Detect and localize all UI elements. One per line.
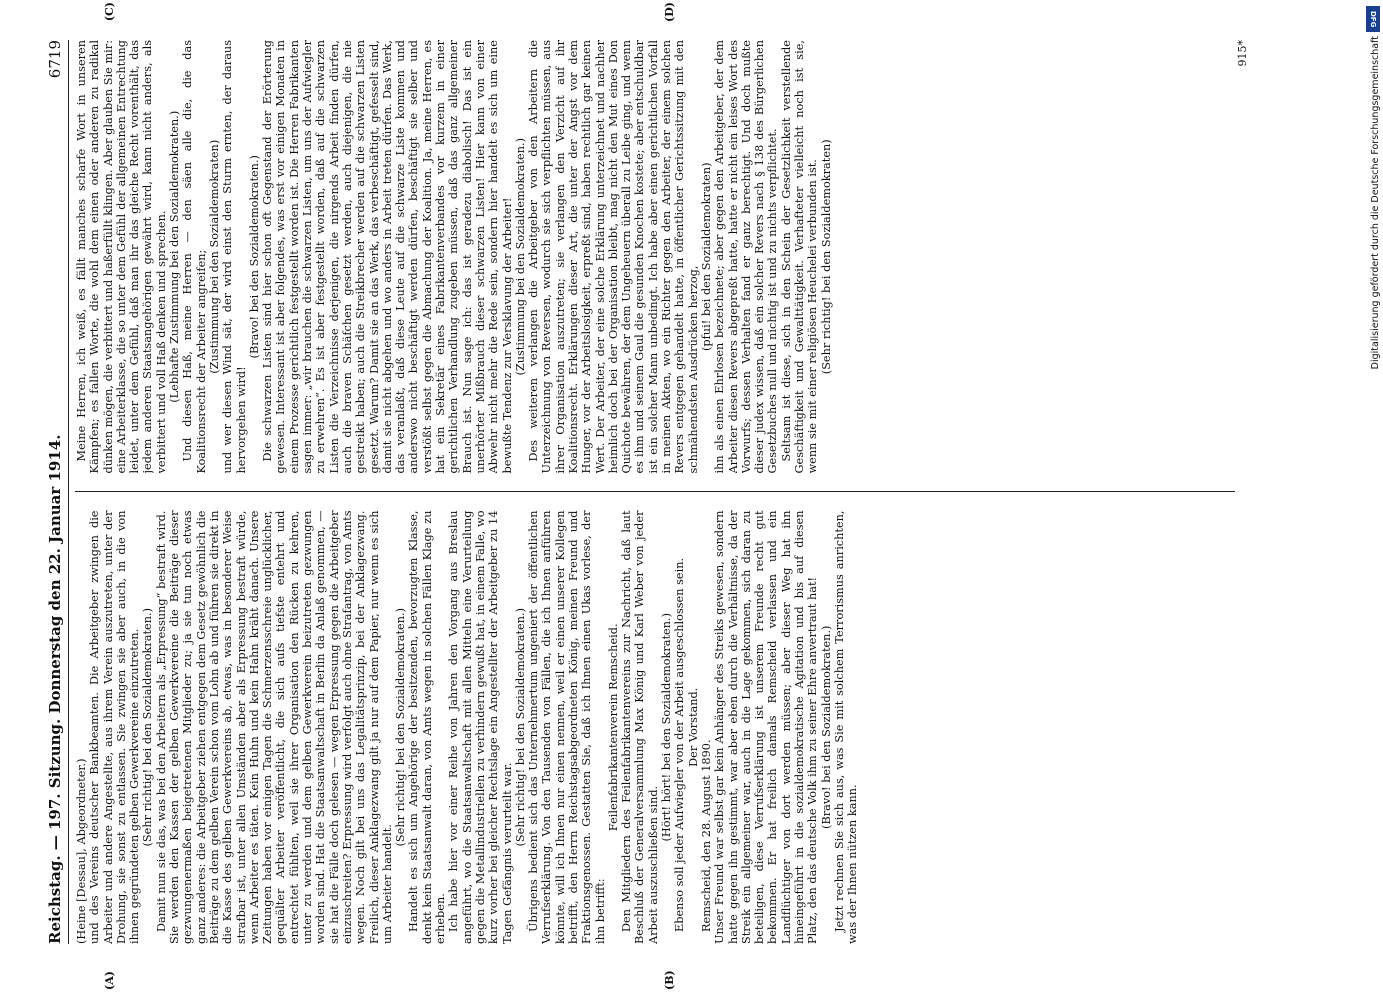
page-title: Reichstag. — 197. Sitzung. Donnerstag den 22. Januar 1914. bbox=[46, 434, 64, 944]
paragraph: Meine Herren, ich weiß, es fällt manches scharfe Wort in unseren Kämpfen; es fallen Worte, die wohl dem einen oder anderen zu radikal dünken mögen, die verbittert und haßerfüllt klingen. Aber glauben Sie mir: eine Arbeiterklasse, die so unter dem Gefühl der allgemeinen Entrechtung leidet, unter dem Gefühl, daß man ihr das gleiche Recht vorenthält, das jedem anderen Staatsangehörigen gewährt wird, kann nicht anders, als verbittert und voll Haß denken und sprechen. bbox=[75, 40, 168, 474]
paragraph: Den Mitgliedern des Feilenfabrikantenvereins zur Nachricht, daß laut Beschluß der Generalversammlung Max König und Karl Weber von jeder Arbeit auszuschließen sind. bbox=[620, 510, 660, 944]
paragraph: Ebenso soll jeder Aufwiegler von der Arbeit ausgeschlossen sein. bbox=[673, 557, 687, 932]
left-column bbox=[75, 511, 1235, 945]
paragraph: ihn als einen Ehrlosen bezeichnete; aber gegen den Arbeitgeber, der dem Arbeiter diesen Revers abgepreßt hatte, hatte er nicht ein leises Wort des Vorwurfs; dessen Verhalten fand er ganz berechtigt. Und doch mußte dieser judex wissen, daß ein solcher Revers nach § 138 des Bürgerlichen Gesetzbuches null und nichtig ist und zu nichts verpflichtet. bbox=[713, 40, 780, 474]
paragraph: Ich habe hier vor einer Reihe von Jahren den Vorgang aus Breslau angeführt, wo die Staatsanwaltschaft mit allen Mitteln eine Verurteilung gegen die Metallindustriellen zu verhindern gewußt hat, in einem Falle, wo kurz vorher bei gleicher Rechtslage ein Angestellter der Arbeitgeber zu 14 Tagen Gefängnis verurteilt war. bbox=[447, 510, 514, 944]
interjection: (pfui! bei den Sozialdemokraten) bbox=[699, 162, 713, 352]
interjection: (Bravo! bei den Sozialdemokraten.) bbox=[247, 155, 261, 359]
dfg-logo: DFG bbox=[1366, 6, 1380, 32]
paragraph: Und diesen Haß, meine Herren — den säen alle die, die das Koalitionsrecht der Arbeiter angreifen; bbox=[181, 40, 208, 474]
page-number: 6719 bbox=[46, 40, 64, 79]
interjection: (Sehr richtig! bei den Sozialdemokraten.) bbox=[141, 608, 155, 847]
paragraph: Handelt es sich um Angehörige der besitzenden, bevorzugten Klasse, denkt kein Staatsanwalt daran, von Amts wegen in solchen Fällen Klage zu erheben. bbox=[407, 510, 448, 944]
interjection: (Bravo! bei den Sozialdemokraten.) bbox=[819, 625, 833, 829]
paragraph: Des weiteren verlangen die Arbeitgeber von den Arbeitern die Unterzeichnung von Reversen, wodurch sie sich verpflichten müssen, aus ihrer Organisation auszutreten; sie verlangen den Verzicht auf ihr Koalitionsrecht. Erklärungen dieser Art, die unter der Angst vor dem Hunger, vor der Arbeitslosigkeit, erpreßt sind, haben rechtlich gar keinen Wert. Der Arbeiter, der eine solche Erklärung unterzeichnet und nachher heimlich doch bei der Organisation bleibt, mag nicht den Mut eines Don Quichote bewähren, der dem Ungeheuern überall zu Leibe ging, und wenn es ihm und seinem Gaul die gesunden Knochen kostete; aber entschuldbar ist ein solcher Mann unbedingt. Ich habe aber einen gerichtlichen Vorfall in meinen Akten, wo ein Richter gegen den Arbeiter, der einem solchen Revers entgegen gehandelt hatte, in öffentlicher Gerichtssitzung mit den schmähendsten Ausdrücken herzog, bbox=[527, 40, 700, 474]
paragraph: Übrigens bedient sich das Unternehmertum ungeniert der öffentlichen Verrufserklärung. Von den Tausenden von Fällen, die ich Ihnen anführen könnte, will ich Ihnen nur einen nennen, weil er einen unserer Kollegen betrifft, den Herrn Reichstagsabgeordneten König, meinen Freund und Fraktionsgenossen. Gestatten Sie, daß ich Ihnen einen Ukas vorlese, der ihn betrifft: bbox=[527, 510, 607, 944]
interjection: (Sehr richtig! bei den Sozialdemokraten) bbox=[819, 139, 833, 375]
interjection: Feilenfabrikantenverein Remscheid. bbox=[606, 623, 620, 832]
margin-mark-d: (D) bbox=[663, 2, 676, 22]
paragraph: Damit nun sie das, was bei den Arbeitern als „Erpressung“ bestraft wird. Sie werden den Kassen der gelben Gewerkvereine die Beiträge dieser gezwungenermaßen beigetretenen Mitglieder zu; ja sie tun noch etwas ganz anderes: die Arbeitgeber ziehen entgegen dem Gesetz gewöhnlich die Beiträge zu dem gelben Verein schon vom Lohn ab und führen sie direkt in die Kasse des gelben Gewerkvereins ab, etwas, was in besonderer Weise strafbar ist, unter allen Umständen aber als Erpressung bestraft würde, wenn Arbeiter es täten. Kein Huhn und kein Hahn kräht danach. Unsere Zeitungen haben vor einigen Tagen die Schmerzensschreie unglücklicher, gequälter Arbeiter veröffentlicht, die sich aufs tiefste entehrt und entrechtet fühlten, weil sie ihrer Organisation den Rücken zu kehren, unter zu werden und dem gelben Gewerkverein beizutreten gezwungen worden sind. Hat die Staatsanwaltschaft in Berlin da Anlaß genommen, — sie hat die Fälle doch gelesen — wegen Erpressung gegen die Arbeitgeber einzuschreiten? Erpressung wird verfolgt auch ohne Strafantrag, von Amts wegen. Noch gilt bei uns das Legalitätsprinzip, bei der Anklagezwang. Freilich, dieser Anklagezwang gilt ja nur auf dem Papier, nur wenn es sich um Arbeiter handelt. bbox=[154, 510, 394, 944]
margin-mark-a: (A) bbox=[103, 971, 116, 990]
interjection: Der Vorstand. bbox=[686, 687, 700, 767]
interjection: (Hört! hört! bei den Sozialdemokraten.) bbox=[660, 612, 674, 842]
margin-mark-b: (B) bbox=[663, 970, 676, 990]
interjection: (Sehr richtig! bei den Sozialdemokraten.) bbox=[513, 608, 527, 847]
paragraph: Unser Freund war selbst gar kein Anhänger des Streiks gewesen, sondern hatte gegen ihn gestimmt, war aber eben durch die Verhältnisse, da der Streik ein allgemeiner war, auch in die Lage gekommen, sich daran zu beteiligen, diese Verrufserklärung ist unserem Freunde recht gut bekommen. Er hat freilich damals Remscheid verlassen und ein Landflüchtiger von dort werden müssen; aber dieser Weg hat ihn hineingeführt in die sozialdemokratische Agitation und bis auf diesen Platz, den das deutsche Volk ihm zu seiner Ehre anvertraut hat! bbox=[713, 510, 820, 944]
paragraph: und wer diesen Wind sät, der wird einst den Sturm ernten, der daraus hervorgehen wird! bbox=[221, 40, 248, 474]
text-columns bbox=[75, 2, 1235, 990]
paragraph: und des Vereins deutscher Bankbeamten. Die Arbeitgeber zwingen die Arbeiter und andere Angestellte, aus ihrem Verein auszutreten, unter der Drohung, sie sonst zu entlassen. Sie zwingen sie aber auch, in die von ihnen gegründeten gelben Gewerkvereine einzutreten. bbox=[88, 510, 142, 944]
paragraph: Die schwarzen Listen sind hier schon oft Gegenstand der Erörterung gewesen. Interessant ist aber folgendes, was erst vor einigen Monaten in einem Prozesse gerichtlich festgestellt worden ist. Die Herren Fabrikanten sagen immer: „wir brauchen die schwarzen Listen, um uns der Aufwiegler zu erwehren“. Es ist aber festgestellt worden, daß auf die schwarzen Listen die Verzeichnisse derjenigen, die nirgends Arbeit finden dürfen, auch die braven Schäfchen gesetzt werden, auch diejenigen, die nie gestreikt haben; auch die Streikbrecher werden auf die schwarzen Listen gesetzt. Warum? Damit sie an das Werk, das verbeschäftigt, gefesselt sind, damit sie nicht abgehen und wo anders in Arbeit treten dürfen. Das Werk, das veranlaßt, daß diese Leute auf die schwarze Liste kommen und anderswo nicht beschäftigt werden dürfen, beschäftigt sie selber und verstößt selbst gegen die Abmachung der Koalition. Ja, meine Herren, es hat ein Sekretär eines Fabrikantenverbandes vor kurzem in einer gerichtlichen Verhandlung zugeben müssen, daß das ganz allgemeiner Brauch ist. Nun sage ich: das ist geradezu diabolisch! Das ist ein unerhörter Mißbrauch dieser schwarzen Listen! Hier kann von einer Abwehr nicht mehr die Rede sein, sondern hier handelt es sich um eine bewußte Tendenz zur Versklavung der Arbeiter! bbox=[261, 40, 514, 474]
interjection: (Sehr richtig! bei den Sozialdemokraten.) bbox=[394, 608, 408, 847]
digitization-note: Digitalisierung gefördert durch die Deutsche Forschungsgemeinschaft bbox=[1370, 36, 1381, 370]
paragraph: Jetzt rechnen Sie sich aus, was Sie mit solchem Terrorismus anrichten, was der Ihnen nützen kann. bbox=[832, 510, 860, 944]
sheet-number: 915* bbox=[1236, 40, 1249, 67]
right-column bbox=[75, 40, 1235, 474]
column-divider bbox=[75, 492, 1235, 493]
interjection: (Zustimmung bei den Sozialdemokraten) bbox=[207, 139, 221, 374]
page-header bbox=[46, 40, 69, 944]
interjection: (Zustimmung bei den Sozialdemokraten.) bbox=[513, 137, 527, 376]
paragraph: (Heine [Dessau], Abgeordneter.) bbox=[75, 758, 88, 944]
margin-mark-c: (C) bbox=[103, 2, 116, 22]
interjection: (Lebhafte Zustimmung bei den Sozialdemokraten.) bbox=[168, 110, 182, 403]
paragraph: Seltsam ist diese, sich in den Schein der Gesetzlichkeit verstellende Geschäftigkeit und Gewalttätigkeit. Verhafteter vielleicht noch ist sie, wenn sie mit einer religiösen Heuchelei verbunden ist. bbox=[779, 40, 820, 474]
paragraph: Remscheid, den 28. August 1890. bbox=[699, 739, 713, 932]
